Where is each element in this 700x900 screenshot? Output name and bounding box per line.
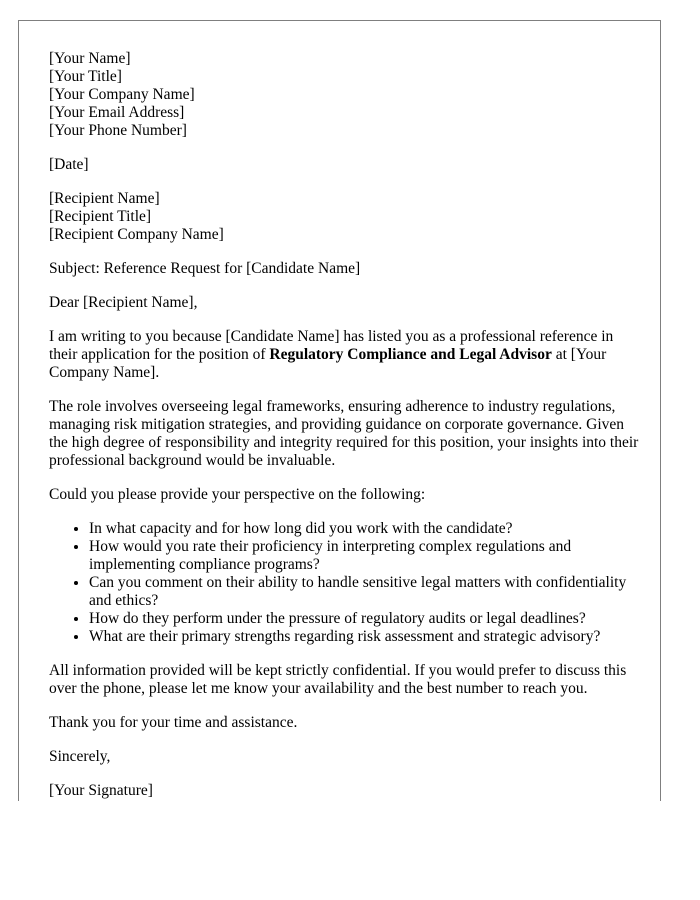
sender-phone: [Your Phone Number] bbox=[49, 122, 187, 139]
closing-line: Sincerely, bbox=[49, 748, 111, 765]
sender-name: [Your Name] bbox=[49, 50, 131, 67]
position-title: Regulatory Compliance and Legal Advisor bbox=[269, 346, 552, 363]
subject-line: Subject: Reference Request for [Candidate Name] bbox=[49, 260, 361, 277]
intro-text-before: I am writing to you because [Candidate Name] has listed you as a professional reference in their application for the position of bbox=[49, 328, 614, 363]
question-item: • In what capacity and for how long did you work with the candidate? bbox=[89, 520, 639, 538]
sender-company: [Your Company Name] bbox=[49, 86, 195, 103]
letter-date: [Date] bbox=[49, 156, 89, 173]
question-item: • How would you rate their proficiency in interpreting complex regulations and implementing compliance programs? bbox=[89, 538, 639, 574]
questions-intro: Could you please provide your perspective on the following: bbox=[49, 486, 426, 503]
intro-text-after: at [Your Company Name]. bbox=[49, 346, 607, 381]
signature-line: [Your Signature] bbox=[49, 782, 153, 799]
thanks-line: Thank you for your time and assistance. bbox=[49, 714, 298, 731]
recipient-name: [Recipient Name] bbox=[49, 190, 160, 207]
sender-title: [Your Title] bbox=[49, 68, 122, 85]
question-item: • How do they perform under the pressure of regulatory audits or legal deadlines? bbox=[89, 610, 639, 628]
recipient-company: [Recipient Company Name] bbox=[49, 226, 224, 243]
question-item: • What are their primary strengths regarding risk assessment and strategic advisory? bbox=[89, 628, 639, 646]
salutation: Dear [Recipient Name], bbox=[49, 294, 198, 311]
confidential-paragraph: All information provided will be kept strictly confidential. If you would prefer to discuss this over the phone, please let me know your availability and the best number to reach you. bbox=[49, 662, 627, 697]
intro-paragraph bbox=[49, 328, 639, 382]
role-paragraph: The role involves overseeing legal frameworks, ensuring adherence to industry regulations, managing risk mitigation strategies, and providing guidance on corporate governance. Given the high degree of responsibility and integrity required for this position, your insights into their professional background would be invaluable. bbox=[49, 398, 639, 469]
question-item: • Can you comment on their ability to handle sensitive legal matters with confidentiality and ethics? bbox=[89, 574, 639, 610]
recipient-block bbox=[49, 190, 639, 244]
letter-content bbox=[49, 50, 639, 800]
sender-email: [Your Email Address] bbox=[49, 104, 185, 121]
recipient-title: [Recipient Title] bbox=[49, 208, 152, 225]
letter-page bbox=[18, 20, 661, 801]
questions-list bbox=[49, 520, 639, 646]
sender-block bbox=[49, 50, 639, 140]
